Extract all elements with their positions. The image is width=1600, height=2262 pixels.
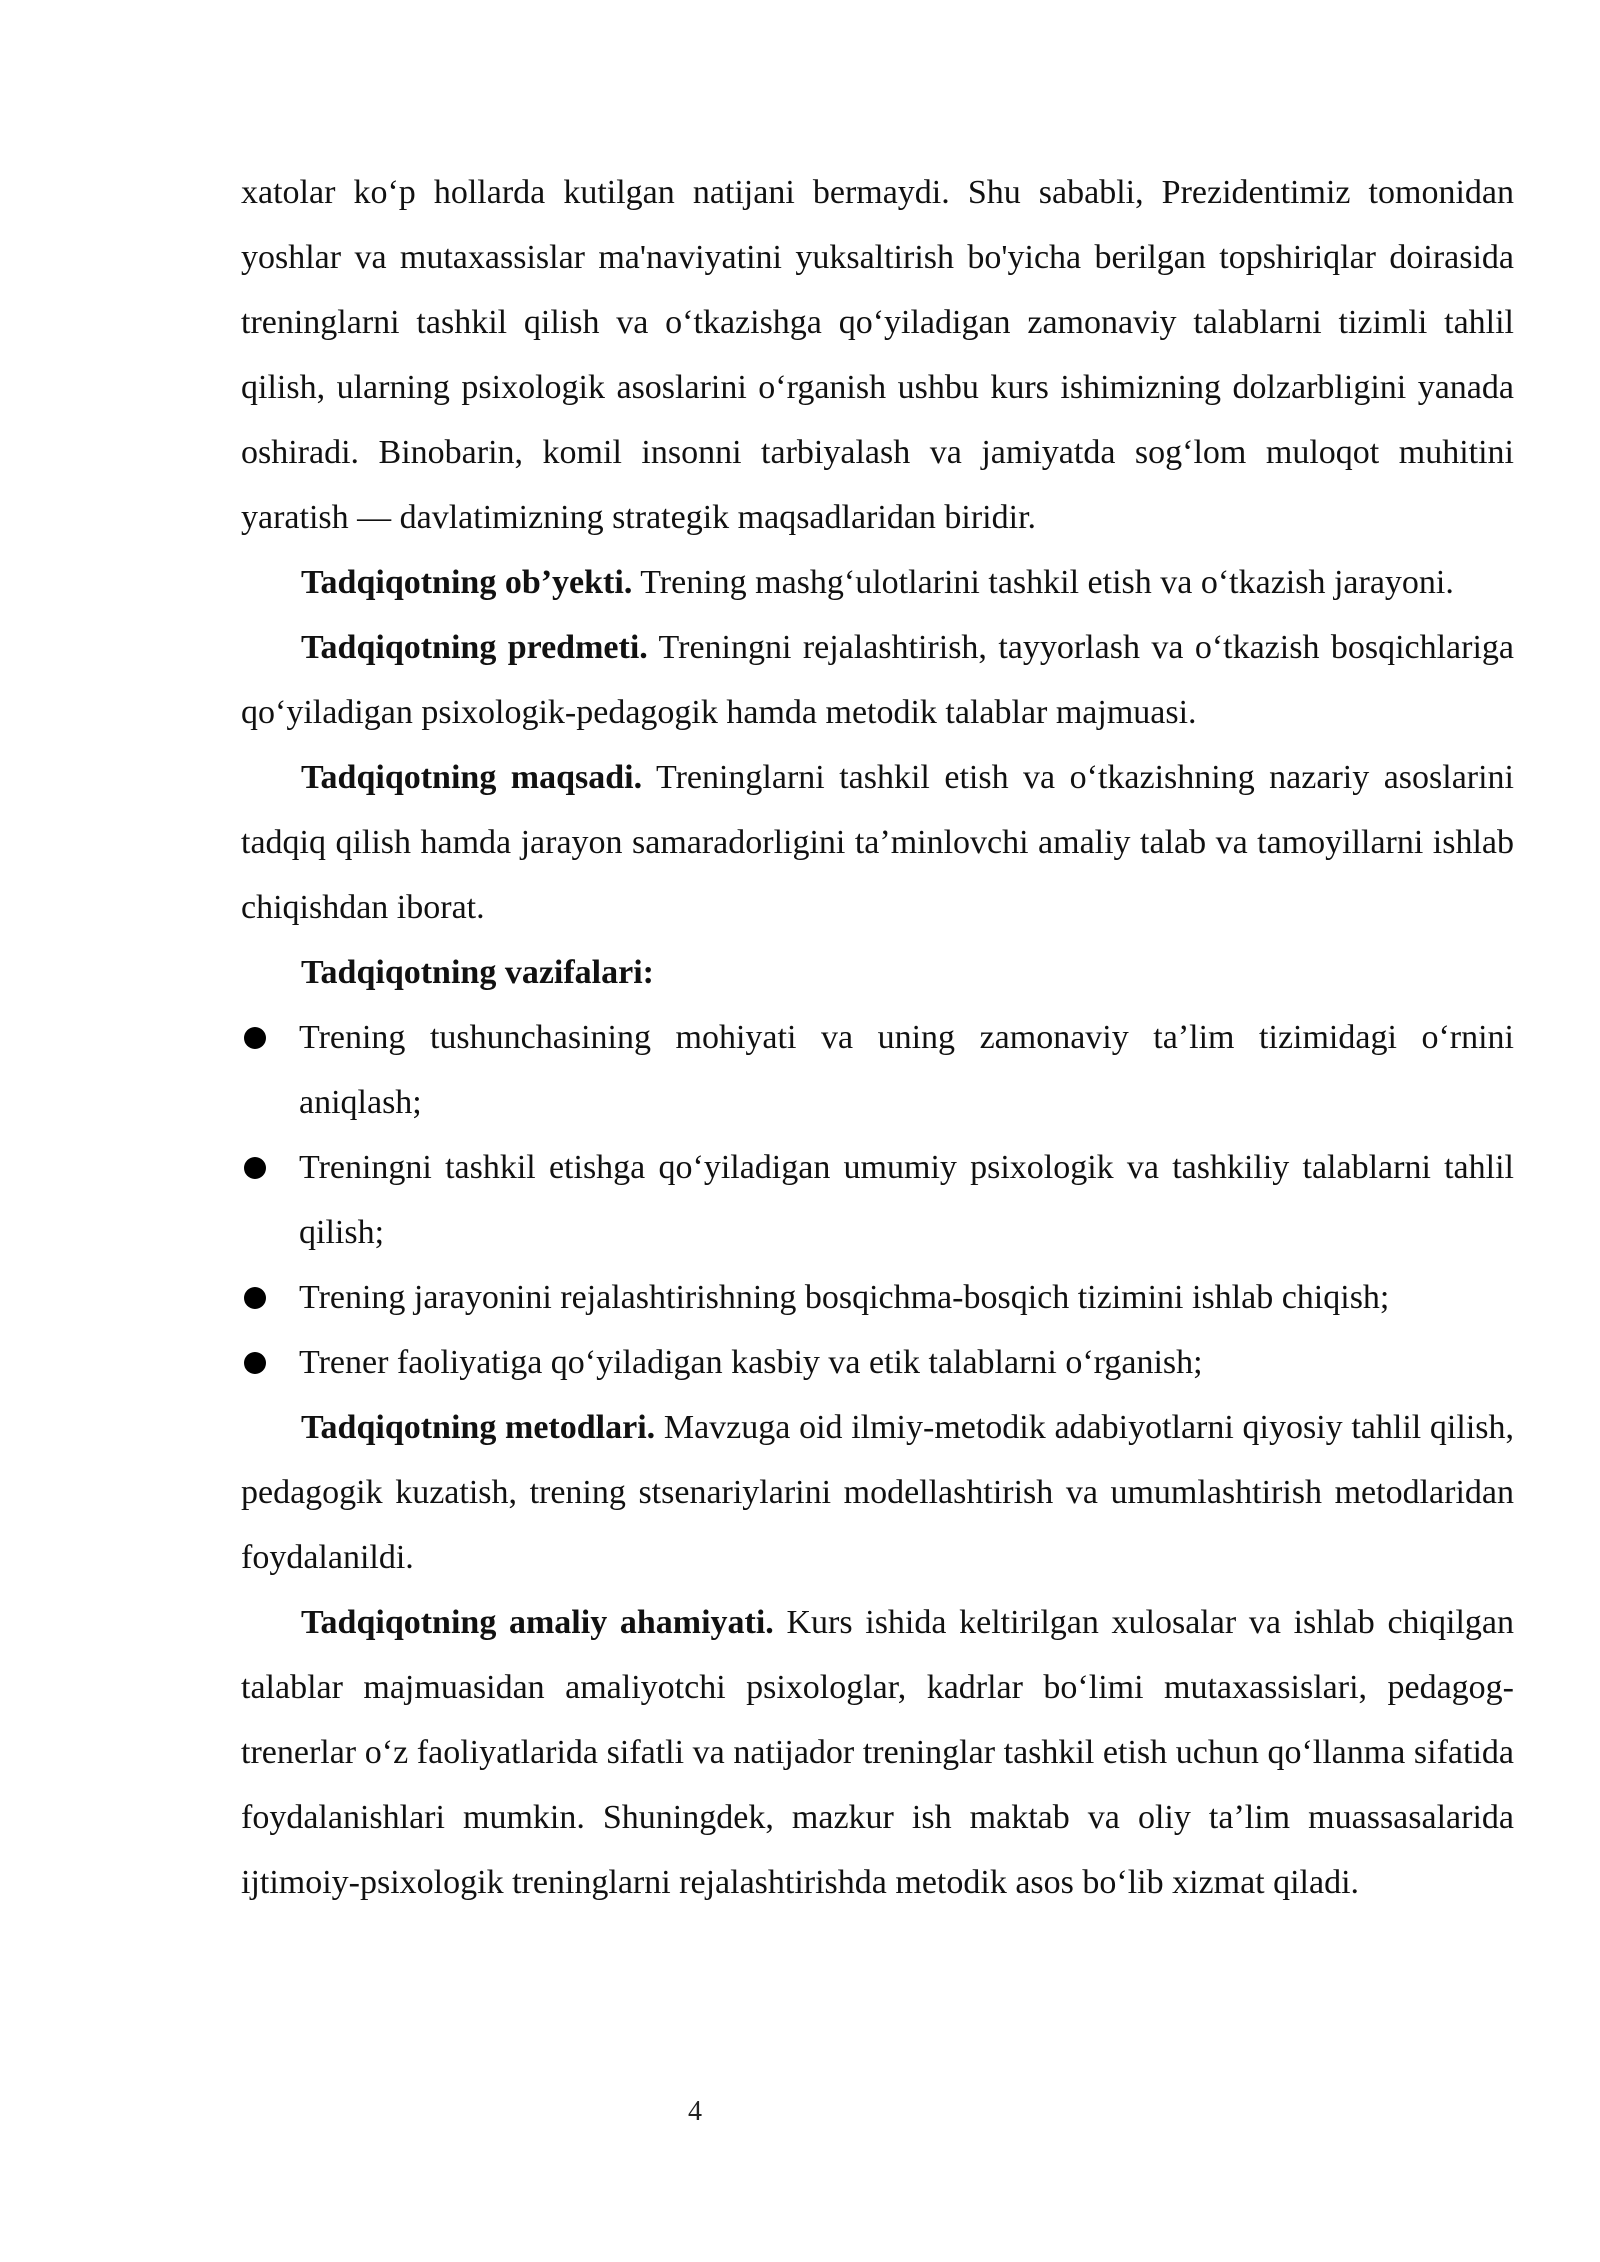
research-tasks-list bbox=[241, 1005, 1514, 1395]
research-tasks-heading: Tadqiqotning vazifalari: bbox=[301, 954, 654, 991]
task-text: Trening jarayonini rejalashtirishning bosqichma-bosqich tizimini ishlab chiqish; bbox=[299, 1279, 1390, 1316]
list-item bbox=[241, 1135, 1514, 1265]
practical-significance-text: Kurs ishida keltirilgan xulosalar va ishlab chiqilgan talablar majmuasidan amaliyotchi psixologlar, kadrlar boʻlimi mutaxassislari, pedagog-trenerlar oʻz faoliyatlarida sifatli va natijador treninglar tashkil etish uchun qoʻllanma sifatida foydalanishlari mumkin. Shuningdek, mazkur ish maktab va oliy taʼlim muassasalarida ijtimoiy-psixologik treninglarni rejalashtirishda metodik asos boʻlib xizmat qiladi. bbox=[241, 1604, 1514, 1901]
list-item bbox=[241, 1330, 1514, 1395]
practical-significance-label: Tadqiqotning amaliy ahamiyati. bbox=[301, 1604, 774, 1641]
bullet-icon bbox=[244, 1157, 266, 1179]
research-object-text: Trening mashgʻulotlarini tashkil etish va oʻtkazish jarayoni. bbox=[632, 564, 1454, 601]
document-page bbox=[241, 160, 1514, 1915]
research-methods-label: Tadqiqotning metodlari. bbox=[301, 1409, 656, 1446]
bullet-icon bbox=[244, 1027, 266, 1049]
task-text: Treningni tashkil etishga qoʻyiladigan umumiy psixologik va tashkiliy talablarni tahlil qilish; bbox=[299, 1149, 1514, 1251]
list-item bbox=[241, 1005, 1514, 1135]
intro-paragraph: xatolar koʻp hollarda kutilgan natijani bermaydi. Shu sababli, Prezidentimiz tomonidan yoshlar va mutaxassislar ma'naviyatini yuksaltirish bo'yicha berilgan topshiriqlar doirasida treninglarni tashkil qilish va oʻtkazishga qoʻyiladigan zamonaviy talablarni tizimli tahlil qilish, ularning psixologik asoslarini oʻrganish ushbu kurs ishimizning dolzarbligini yanada oshiradi. Binobarin, komil insonni tarbiyalash va jamiyatda sogʻlom muloqot muhitini yaratish — davlatimizning strategik maqsadlaridan biridir. bbox=[241, 174, 1514, 536]
research-methods-paragraph bbox=[241, 1395, 1514, 1590]
practical-significance-paragraph bbox=[241, 1590, 1514, 1915]
research-goal-label: Tadqiqotning maqsadi. bbox=[301, 759, 643, 796]
research-subject-paragraph bbox=[241, 615, 1514, 745]
research-subject-text: Treningni rejalashtirish, tayyorlash va oʻtkazish bosqichlariga qoʻyiladigan psixologik-pedagogik hamda metodik talablar majmuasi. bbox=[241, 629, 1514, 731]
bullet-icon bbox=[244, 1287, 266, 1309]
research-methods-text: Mavzuga oid ilmiy-metodik adabiyotlarni qiyosiy tahlil qilish, pedagogik kuzatish, trening stsenariylarini modellashtirish va umumlashtirish metodlaridan foydalanildi. bbox=[241, 1409, 1515, 1576]
task-text: Trener faoliyatiga qoʻyiladigan kasbiy va etik talablarni oʻrganish; bbox=[299, 1344, 1203, 1381]
bullet-icon bbox=[244, 1352, 266, 1374]
research-object-label: Tadqiqotning obʼyekti. bbox=[301, 564, 633, 601]
page-number: 4 bbox=[688, 2096, 702, 2127]
list-item bbox=[241, 1265, 1514, 1330]
research-object-paragraph bbox=[241, 550, 1514, 615]
research-goal-text: Treninglarni tashkil etish va oʻtkazishning nazariy asoslarini tadqiq qilish hamda jarayon samaradorligini taʼminlovchi amaliy talab va tamoyillarni ishlab chiqishdan iborat. bbox=[241, 759, 1514, 926]
task-text: Trening tushunchasining mohiyati va uning zamonaviy taʼlim tizimidagi oʻrnini aniqlash; bbox=[299, 1019, 1514, 1121]
research-subject-label: Tadqiqotning predmeti. bbox=[301, 629, 648, 666]
research-goal-paragraph bbox=[241, 745, 1514, 940]
